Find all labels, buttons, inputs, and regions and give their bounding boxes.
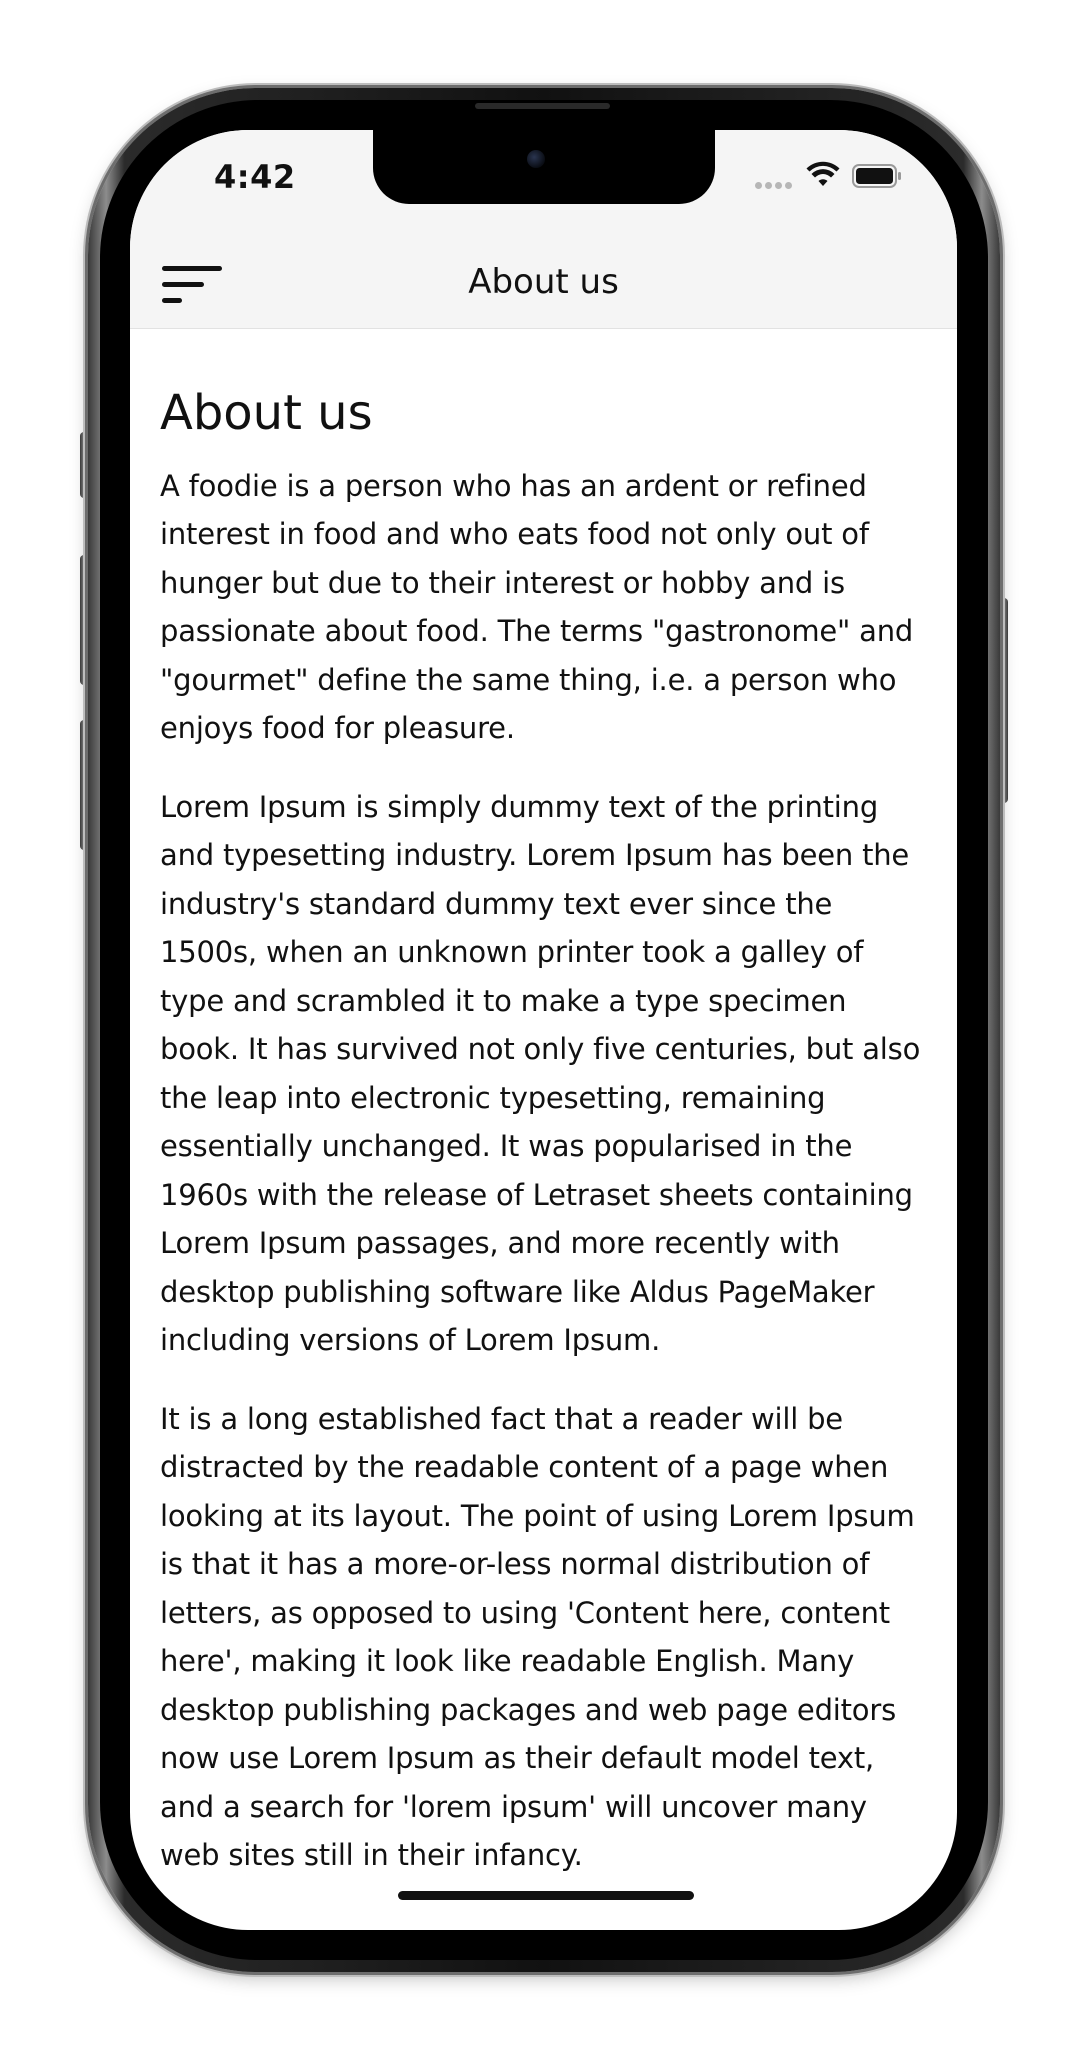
- about-content: [160, 329, 930, 1929]
- front-camera: [527, 150, 545, 168]
- phone-screen: [130, 130, 957, 1930]
- paragraph-foodie: A foodie is a person who has an ardent or refined interest in food and who eats food not only out of hunger but due to their interest or hobby and is passionate about food. The terms "gastronome" and "gourmet" define the same thing, i.e. a person who enjoys food for pleasure.: [160, 468, 914, 746]
- status-time: 4:42: [214, 158, 296, 196]
- speaker-grille: [475, 103, 610, 109]
- signal-icon: [755, 182, 795, 190]
- status-bar: [130, 130, 957, 240]
- page-title: About us: [160, 385, 373, 441]
- home-indicator[interactable]: [398, 1891, 694, 1900]
- wifi-icon: [806, 160, 840, 188]
- power-button: [999, 598, 1008, 803]
- app-header: [130, 240, 957, 329]
- battery-icon: [852, 164, 902, 188]
- paragraph-lorem: Lorem Ipsum is simply dummy text of the printing and typesetting industry. Lorem Ipsum has been the industry's standard dummy text ever since the 1500s, when an unknown printer took a galley of type and scrambled it to make a type specimen book. It has survived not only five centuries, but also the leap into electronic typesetting, remaining essentially unchanged. It was popularised in the 1960s with the release of Letraset sheets containing Lorem Ipsum passages, and more recently with desktop publishing software like Aldus PageMaker including versions of Lorem Ipsum.: [160, 789, 921, 1358]
- header-title: About us: [468, 262, 619, 302]
- paragraph-established: It is a long established fact that a reader will be distracted by the readable content of a page when looking at its layout. The point of using Lorem Ipsum is that it has a more-or-less normal distribution of letters, as opposed to using 'Content here, content here', making it look like readable English. Many desktop publishing packages and web page editors now use Lorem Ipsum as their default model text, and a search for 'lorem ipsum' will uncover many web sites still in their infancy.: [160, 1401, 915, 1873]
- camera-notch: [373, 130, 715, 204]
